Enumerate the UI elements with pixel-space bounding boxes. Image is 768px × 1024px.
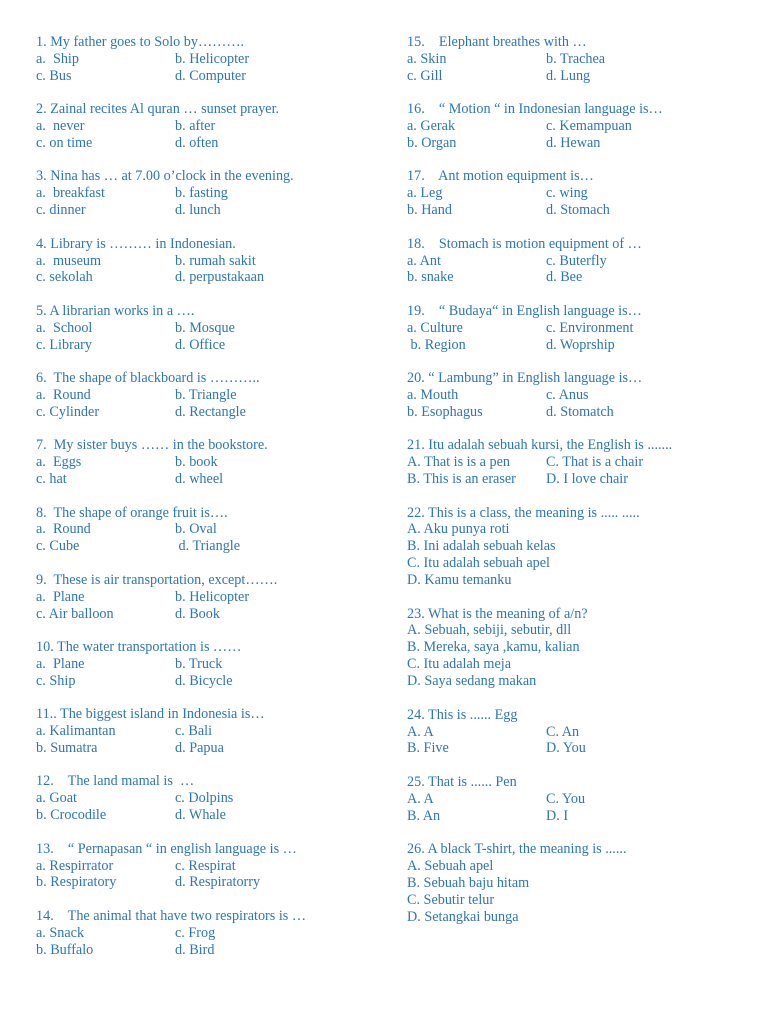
- answer-row: [36, 387, 381, 404]
- answer-option: A. A: [407, 790, 434, 807]
- question-stem: 21. Itu adalah sebuah kursi, the English is .......: [407, 437, 673, 454]
- question-block: [36, 236, 381, 287]
- answer-option: c. Gill: [407, 67, 443, 84]
- answer-row: [407, 471, 752, 488]
- answer-option: b. Organ: [407, 135, 457, 152]
- answer-option: c. Cylinder: [36, 403, 100, 420]
- answer-row: [36, 874, 381, 891]
- answer-row: [36, 790, 381, 807]
- question-stem: 1. My father goes to Solo by……….: [36, 34, 245, 50]
- answer-row: [36, 404, 381, 421]
- answer-row: [407, 404, 752, 421]
- answer-row: [36, 185, 381, 202]
- answer-option: A. Sebuah, sebiji, sebutir, dll: [407, 622, 572, 639]
- answer-option: b. Truck: [175, 655, 223, 672]
- answer-option: B. Five: [407, 740, 449, 757]
- answer-option: d. Woprship: [546, 336, 615, 353]
- answer-option: C. Sebutir telur: [407, 891, 495, 908]
- question-stem: 8. The shape of orange fruit is….: [36, 504, 228, 521]
- answer-row: [36, 538, 381, 555]
- answer-option: a. Round: [36, 387, 91, 403]
- answer-option: A. That is is a pen: [407, 454, 510, 471]
- question-stem: 11.. The biggest island in Indonesia is…: [36, 706, 265, 723]
- answer-option: a. Ship: [36, 50, 79, 67]
- answer-option: d. Computer: [175, 67, 246, 84]
- answer-option: B. Sebuah baju hitam: [407, 874, 530, 891]
- answer-option: c. Air balloon: [36, 605, 114, 622]
- answer-option: D. Setangkai bunga: [407, 908, 519, 925]
- answer-row: [36, 606, 381, 623]
- answer-option: c. Dolpins: [175, 790, 234, 807]
- answer-option: c. Frog: [175, 924, 216, 941]
- answer-option: c. Buterfly: [546, 252, 607, 269]
- question-stem: 16. “ Motion “ in Indonesian language is…: [407, 101, 663, 118]
- answer-option: a. Leg: [407, 185, 443, 202]
- answer-option: d. perpustakaan: [175, 269, 265, 286]
- answer-row: [36, 269, 381, 286]
- answer-option: d. Bird: [175, 941, 215, 958]
- answer-option: a. Eggs: [36, 454, 82, 471]
- answer-row: [407, 51, 752, 68]
- answer-row: [36, 454, 381, 471]
- question-block: [36, 303, 381, 354]
- answer-option: B. This is an eraser: [407, 471, 516, 488]
- answer-option: b. Respiratory: [36, 874, 117, 891]
- question-stem: 20. “ Lambung” in English language is…: [407, 370, 643, 387]
- answer-option: b. Triangle: [175, 387, 237, 403]
- question-stem: 5. A librarian works in a ….: [36, 302, 195, 319]
- answer-option: d. Bee: [546, 269, 583, 286]
- answer-option: d. lunch: [175, 202, 221, 219]
- question-block: [36, 370, 381, 421]
- answer-option: b. Helicopter: [175, 50, 250, 67]
- answer-option: D. Saya sedang makan: [407, 673, 537, 690]
- question-block: [36, 841, 381, 892]
- answer-option: b. Sumatra: [36, 740, 98, 756]
- answer-option: b. Helicopter: [175, 588, 250, 605]
- answer-row: [407, 202, 752, 219]
- answer-option: a. Round: [36, 521, 91, 538]
- answer-option: c. Anus: [546, 387, 589, 403]
- answer-option: c. Cube: [36, 538, 80, 555]
- answer-option: b. snake: [407, 269, 454, 286]
- answer-option: a. Snack: [36, 924, 85, 941]
- answer-row: [407, 808, 752, 825]
- answer-option: a. Mouth: [407, 387, 459, 403]
- answer-option: b. Oval: [175, 521, 217, 538]
- answer-row: [36, 68, 381, 85]
- answer-option: a. Gerak: [407, 118, 456, 135]
- question-block: [36, 168, 381, 219]
- answer-option: C. That is a chair: [546, 454, 644, 471]
- answer-option: c. Environment: [546, 319, 634, 336]
- answer-row: [36, 723, 381, 740]
- answer-row: [407, 791, 752, 808]
- answer-option: c. Kemampuan: [546, 118, 632, 135]
- question-block: [407, 303, 752, 354]
- answer-row: [36, 656, 381, 673]
- answer-option: c. wing: [546, 185, 588, 202]
- answer-row: [36, 118, 381, 135]
- answer-option: d. wheel: [175, 471, 224, 488]
- question-block: [407, 606, 752, 691]
- answer-row: [407, 740, 752, 757]
- answer-option: d. often: [175, 135, 219, 152]
- answer-option: a. Respirrator: [36, 857, 114, 874]
- answer-option: a. never: [36, 118, 85, 135]
- answer-option: b. Trachea: [546, 50, 606, 67]
- answer-option: d. Respiratorry: [175, 874, 261, 891]
- answer-option: d. Papua: [175, 740, 224, 756]
- answer-option: b. Region: [407, 336, 466, 353]
- answer-row: [407, 320, 752, 337]
- question-stem: 7. My sister buys …… in the bookstore.: [36, 437, 268, 454]
- answer-option: B. Ini adalah sebuah kelas: [407, 538, 556, 555]
- question-stem: 14. The animal that have two respirators is …: [36, 907, 307, 924]
- question-block: [36, 639, 381, 690]
- answer-row: [36, 673, 381, 690]
- question-stem: 2. Zainal recites Al quran … sunset prayer.: [36, 101, 280, 118]
- answer-row: [407, 387, 752, 404]
- answer-option: C. Itu adalah sebuah apel: [407, 555, 551, 572]
- answer-row: [36, 807, 381, 824]
- question-stem: 15. Elephant breathes with …: [407, 34, 587, 50]
- answer-option: a. Plane: [36, 588, 85, 605]
- question-block: [407, 841, 752, 926]
- answer-row: [407, 337, 752, 354]
- question-block: [407, 34, 752, 85]
- answer-row: [407, 724, 752, 741]
- answer-option: c. Ship: [36, 672, 76, 689]
- answer-option: D. I love chair: [546, 471, 628, 488]
- answer-option: b. Mosque: [175, 319, 235, 336]
- question-block: [36, 437, 381, 488]
- answer-option: D. You: [546, 740, 586, 757]
- question-stem: 4. Library is ……… in Indonesian.: [36, 235, 236, 252]
- question-block: [36, 572, 381, 623]
- answer-option: a. School: [36, 319, 93, 336]
- question-stem: 18. Stomach is motion equipment of …: [407, 235, 642, 252]
- answer-option: B. Mereka, saya ,kamu, kalian: [407, 639, 580, 656]
- answer-option: c. hat: [36, 471, 67, 488]
- answer-option: c. Respirat: [175, 857, 236, 874]
- answer-option: d. Stomach: [546, 202, 610, 219]
- answer-row: [36, 925, 381, 942]
- answer-option: d. Office: [175, 336, 226, 353]
- answer-row: [407, 135, 752, 152]
- question-block: [407, 774, 752, 825]
- answer-option: A. Sebuah apel: [407, 857, 494, 874]
- question-block: [407, 707, 752, 758]
- question-block: [407, 101, 752, 152]
- answer-row: [36, 471, 381, 488]
- answer-option: b. book: [175, 454, 218, 471]
- question-block: [36, 773, 381, 824]
- answer-option: d. Whale: [175, 807, 226, 824]
- question-block: [36, 101, 381, 152]
- answer-option: d. Hewan: [546, 135, 601, 152]
- question-stem: 26. A black T-shirt, the meaning is ......: [407, 841, 627, 858]
- question-stem: 19. “ Budaya“ in English language is…: [407, 302, 642, 319]
- question-stem: 17. Ant motion equipment is…: [407, 168, 594, 185]
- answer-row: [407, 185, 752, 202]
- answer-option: c. Bus: [36, 67, 72, 84]
- answer-row: [36, 253, 381, 270]
- answer-row: [36, 135, 381, 152]
- question-block: [407, 437, 752, 488]
- answer-option: D. I: [546, 807, 569, 824]
- answer-option: b. Hand: [407, 202, 452, 219]
- answer-option: b. Esophagus: [407, 403, 483, 420]
- answer-option: a. Culture: [407, 319, 463, 336]
- answer-option: C. An: [546, 723, 580, 740]
- answer-option: c. on time: [36, 135, 93, 152]
- answer-option: d. Triangle: [175, 538, 241, 555]
- answer-option: a. Plane: [36, 655, 85, 672]
- question-stem: 23. What is the meaning of a/n?: [407, 605, 588, 622]
- answer-option: d. Rectangle: [175, 403, 246, 420]
- question-stem: 24. This is ...... Egg: [407, 706, 518, 723]
- answer-option: d. Stomatch: [546, 403, 614, 420]
- answer-row: [36, 740, 381, 757]
- answer-option: c. sekolah: [36, 269, 93, 286]
- question-stem: 22. This is a class, the meaning is ..... .....: [407, 504, 640, 521]
- question-stem: 9. These is air transportation, except…….: [36, 571, 278, 588]
- answer-option: D. Kamu temanku: [407, 572, 512, 589]
- answer-row: [36, 51, 381, 68]
- answer-option: d. Book: [175, 605, 220, 622]
- answer-row: [407, 269, 752, 286]
- answer-option: A. Aku punya roti: [407, 521, 510, 538]
- answer-row: [407, 68, 752, 85]
- answer-option: a. museum: [36, 252, 102, 269]
- answer-option: c. Bali: [175, 723, 213, 740]
- answer-row: [36, 320, 381, 337]
- answer-option: a. breakfast: [36, 185, 105, 202]
- question-block: [36, 908, 381, 959]
- question-stem: 25. That is ...... Pen: [407, 773, 517, 790]
- answer-option: C. Itu adalah meja: [407, 656, 512, 673]
- answer-row: [407, 454, 752, 471]
- answer-option: c. Library: [36, 336, 92, 353]
- answer-row: [407, 253, 752, 270]
- answer-option: b. after: [175, 118, 216, 135]
- answer-option: c. dinner: [36, 202, 86, 219]
- answer-row: [36, 521, 381, 538]
- question-block: [36, 505, 381, 556]
- answer-option: b. Buffalo: [36, 941, 94, 958]
- answer-row: [36, 942, 381, 959]
- question-block: [36, 34, 381, 85]
- right-column: [407, 34, 752, 942]
- answer-row: [36, 589, 381, 606]
- answer-option: A. A: [407, 723, 434, 740]
- question-block: [407, 236, 752, 287]
- question-stem: 12. The land mamal is …: [36, 773, 195, 790]
- answer-option: d. Lung: [546, 67, 591, 84]
- answer-option: b. fasting: [175, 185, 228, 202]
- answer-row: [36, 337, 381, 354]
- answer-option: b. Crocodile: [36, 807, 107, 824]
- answer-option: B. An: [407, 807, 441, 824]
- answer-row: [407, 118, 752, 135]
- question-stem: 13. “ Pernapasan “ in english language is …: [36, 840, 297, 857]
- left-column: [36, 34, 381, 975]
- answer-option: a. Goat: [36, 790, 77, 807]
- question-stem: 3. Nina has … at 7.00 o’clock in the evening.: [36, 168, 294, 185]
- question-block: [407, 370, 752, 421]
- question-stem: 10. The water transportation is ……: [36, 638, 242, 655]
- answer-option: a. Ant: [407, 252, 441, 269]
- question-block: [407, 168, 752, 219]
- answer-option: b. rumah sakit: [175, 252, 256, 269]
- answer-option: C. You: [546, 790, 586, 807]
- question-block: [36, 706, 381, 757]
- answer-row: [36, 202, 381, 219]
- question-stem: 6. The shape of blackboard is ………..: [36, 370, 260, 387]
- answer-option: a. Skin: [407, 50, 447, 67]
- answer-option: d. Bicycle: [175, 672, 233, 689]
- question-block: [407, 505, 752, 590]
- answer-row: [36, 858, 381, 875]
- answer-option: a. Kalimantan: [36, 723, 116, 740]
